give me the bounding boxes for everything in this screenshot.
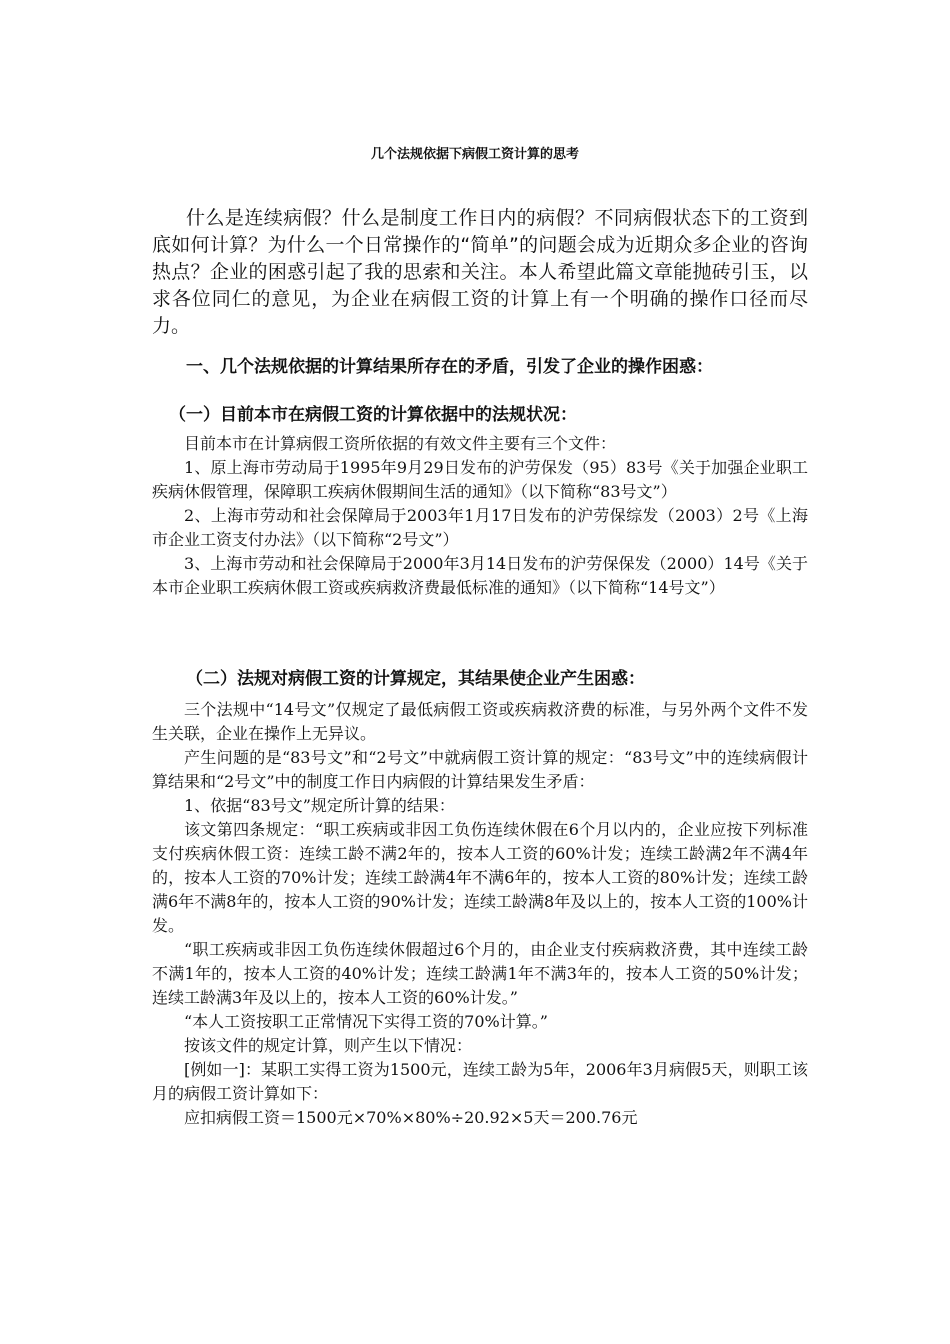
paragraph: 2、上海市劳动和社会保障局于2003年1月17日发布的沪劳保综发（2003）2号《上海市企业工资支付办法》（以下简称“2号文”） [152, 506, 808, 549]
paragraph: 三个法规中“14号文”仅规定了最低病假工资或疾病救济费的标准，与另外两个文件不发生关联，企业在操作上无异议。 [152, 700, 808, 743]
subsection-2-body [152, 698, 808, 1130]
paragraph: 应扣病假工资＝1500元×70%×80%÷20.92×5天＝200.76元 [184, 1108, 638, 1127]
subsection-2-heading: （二）法规对病假工资的计算规定，其结果使企业产生困惑： [186, 669, 645, 689]
subsection-1-body [152, 432, 808, 600]
document-title: 几个法规依据下病假工资计算的思考 [370, 147, 579, 162]
paragraph: 3、上海市劳动和社会保障局于2000年3月14日发布的沪劳保保发（2000）14号《关于本市企业职工疾病休假工资或疾病救济费最低标准的通知》（以下简称“14号文”） [152, 554, 808, 597]
intro-paragraph: 什么是连续病假？什么是制度工作日内的病假？不同病假状态下的工资到底如何计算？为什么一个日常操作的“简单”的问题会成为近期众多企业的咨询热点？企业的困惑引起了我的思索和关注。本人希望此篇文章能抛砖引玉，以求各位同仁的意见，为企业在病假工资的计算上有一个明确的操作口径而尽力。 [152, 207, 808, 337]
paragraph: “职工疾病或非因工负伤连续休假超过6个月的，由企业支付疾病救济费，其中连续工龄不满1年的，按本人工资的40%计发；连续工龄满1年不满3年的，按本人工资的50%计发；连续工龄满3年及以上的，按本人工资的60%计发。” [152, 940, 808, 1007]
paragraph: [例如一]：某职工实得工资为1500元，连续工龄为5年，2006年3月病假5天，则职工该月的病假工资计算如下： [152, 1060, 808, 1103]
paragraph: 产生问题的是“83号文”和“2号文”中就病假工资计算的规定：“83号文”中的连续病假计算结果和“2号文”中的制度工作日内病假的计算结果发生矛盾： [152, 748, 808, 791]
section-1-heading: 一、几个法规依据的计算结果所存在的矛盾，引发了企业的操作困惑： [186, 357, 713, 377]
paragraph: “本人工资按职工正常情况下实得工资的70%计算。” [184, 1012, 548, 1031]
paragraph: 按该文件的规定计算，则产生以下情况： [184, 1036, 473, 1055]
paragraph: 1、依据“83号文”规定所计算的结果： [184, 796, 455, 815]
paragraph: 目前本市在计算病假工资所依据的有效文件主要有三个文件： [184, 434, 617, 453]
subsection-1-heading: （一）目前本市在病假工资的计算依据中的法规状况： [169, 405, 577, 425]
paragraph: 1、原上海市劳动局于1995年9月29日发布的沪劳保发（95）83号《关于加强企业职工疾病休假管理，保障职工疾病休假期间生活的通知》（以下简称“83号文”） [152, 458, 808, 501]
paragraph: 该文第四条规定：“职工疾病或非因工负伤连续休假在6个月以内的，企业应按下列标准支付疾病休假工资：连续工龄不满2年的，按本人工资的60%计发；连续工龄满2年不满4年的，按本人工资的70%计发；连续工龄满4年不满6年的，按本人工资的80%计发；连续工龄满6年不满8年的，按本人工资的90%计发；连续工龄满8年及以上的，按本人工资的100%计发。 [152, 820, 808, 935]
